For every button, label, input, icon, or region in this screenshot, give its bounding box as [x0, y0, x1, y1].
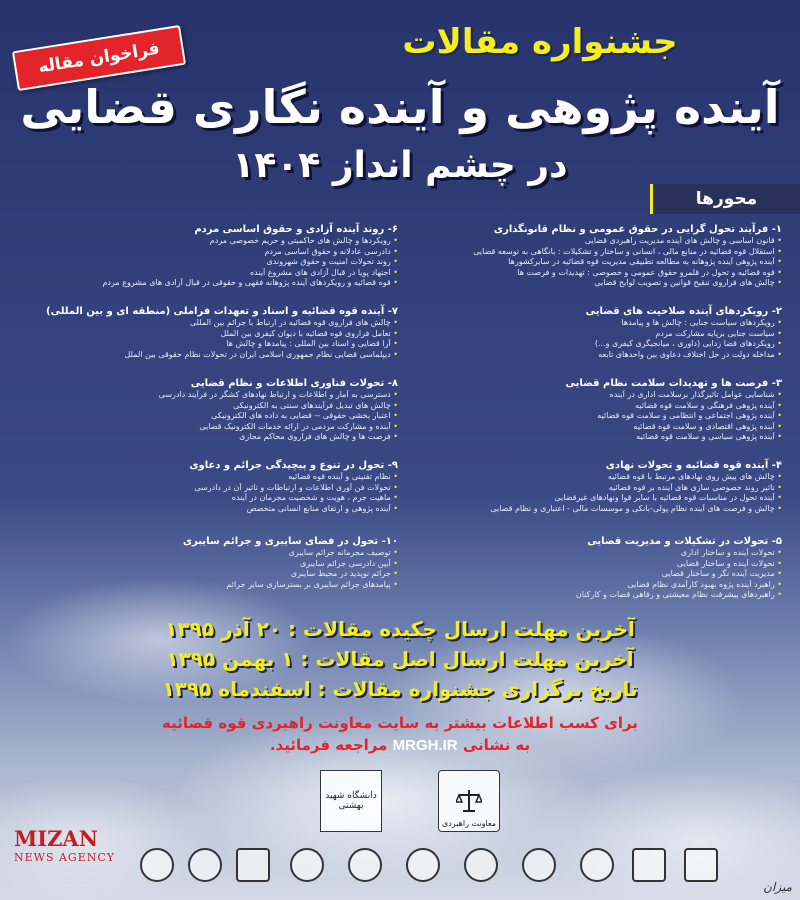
axis-item: • استقلال قوه قضائیه در منابع مالی ، انسانی و ساختار و تشکیلات : بانگاهی به توسعه قضایی: [402, 247, 782, 258]
main-title: آینده پژوهی و آینده نگاری قضایی: [20, 80, 780, 134]
axis-title: ۹- تحول در تنوع و پیچیدگی جرائم و دعاوی: [189, 460, 398, 471]
axis-title: ۶- روند آینده آزادی و حقوق اساسی مردم: [194, 224, 398, 235]
axis-6: [18, 224, 398, 289]
deadlines: [0, 614, 800, 704]
info-line-2: [0, 734, 800, 757]
full-paper-deadline: آخرین مهلت ارسال اصل مقالات : ۱ بهمن ۱۳۹۵: [166, 647, 634, 671]
axis-item: • آینده پژوهی و ارتقای منابع انسانی متخصص: [18, 504, 398, 515]
axis-item: • مدیریت آینده نگر و ساختار قضایی: [402, 569, 782, 580]
axis-9: [18, 460, 398, 514]
partner-logo-icon: [406, 848, 440, 882]
festival-title: جشنواره مقالات: [402, 22, 678, 62]
info-suffix: مراجعه فرمائید.: [269, 736, 388, 754]
axis-item: • رویکردهای سیاست جنایی : چالش ها و پیامدها: [402, 318, 782, 329]
website-link[interactable]: MRGH.IR: [392, 737, 458, 754]
axis-item: • اعتبار بخشی حقوقی -- قضایی به داده های الکترونیکی: [18, 411, 398, 422]
axis-title: ۸- تحولات فناوری اطلاعات و نظام قضایی: [190, 378, 398, 389]
axes-area: [0, 218, 800, 608]
axis-item: • چالش های فراروی تنقیح قوانین و تصویب لوایح قضایی: [402, 278, 782, 289]
axis-item: • آینده و مشارکت مردمی در ارائه خدمات الکترونیک قضایی: [18, 422, 398, 433]
axis-item: • رویکردهای قضا زدایی (داوری ، میانجیگری کیفری و...): [402, 339, 782, 350]
axis-item: • دیپلماسی قضایی نظام جمهوری اسلامی ایران در تحولات نظام حقوقی بین الملل: [18, 350, 398, 361]
axis-item: • آیین دادرسی جرائم سایبری: [18, 559, 398, 570]
axis-1: [402, 224, 782, 289]
axis-title: ۳- فرصت ها و تهدیدات سلامت نظام قضایی: [565, 378, 782, 389]
info-prefix: به نشانی: [462, 736, 531, 754]
partner-logo-icon: [580, 848, 614, 882]
axis-item: • تحولات آینده و ساختار اداری: [402, 548, 782, 559]
axis-title: ۷- آینده قوه قضائیه و اسناد و تعهدات فراملی (منطقه ای و بین المللی): [46, 306, 398, 317]
axis-item: • آینده پژوهی آینده پژوهانه به مطالعه تطبیقی مدیریت قوه قضائیه در سایرکشورها: [402, 257, 782, 268]
axis-title: ۲- رویکردهای آینده صلاحیت های قضایی: [585, 306, 782, 317]
partner-logo-icon: [684, 848, 718, 882]
deputy-logo: [438, 770, 500, 832]
axis-item: • آینده پژوهی فرهنگی و سلامت قوه قضائیه: [402, 401, 782, 412]
axes-heading: محورها: [650, 184, 800, 214]
partner-logo-icon: [188, 848, 222, 882]
axis-3: [402, 378, 782, 443]
axis-item: • پیامدهای جرائم سایبری بر بسترسازی سایر جرائم: [18, 580, 398, 591]
scales-icon: [456, 788, 482, 814]
axis-item: • سیاست جنایی برپایه مشارکت مردم: [402, 329, 782, 340]
axis-item: • تعامل فراروی قوه قضائیه با دیوان کیفری بین الملل: [18, 329, 398, 340]
axis-item: • توصیف مجرمانه جرائم سایبری: [18, 548, 398, 559]
axis-item: • آینده پژوهی اقتصادی و سلامت قوه قضائیه: [402, 422, 782, 433]
axis-8: [18, 378, 398, 443]
axis-item: • آینده پژوهی اجتماعی و انتظامی و سلامت قوه قضائیه: [402, 411, 782, 422]
festival-date: تاریخ برگزاری جشنواره مقالات : اسفندماه ۱۳۹۵: [162, 677, 638, 701]
axis-title: ۱۰- تحول در فضای سایبری و جرائم سایبری: [182, 536, 398, 547]
partner-logo-icon: [464, 848, 498, 882]
axis-item: • تحولات آینده و ساختار قضایی: [402, 559, 782, 570]
partner-logo-icon: [522, 848, 556, 882]
axis-item: • قانون اساسی و چالش های آینده مدیریت راهبردی قضایی: [402, 236, 782, 247]
axis-4: [402, 460, 782, 514]
partner-logos-row: [0, 848, 800, 888]
axis-item: • تحولات فن آوری اطلاعات و ارتباطات و تاثیر آن در دادرسی: [18, 483, 398, 494]
deputy-label: معاونت راهبردی: [441, 819, 497, 828]
axis-title: ۵- تحولات در تشکیلات و مدیریت قضایی: [587, 536, 782, 547]
axis-5: [402, 536, 782, 601]
axis-item: • جرائم نوپدید در محیط سایبری: [18, 569, 398, 580]
info-block: [0, 712, 800, 757]
axis-item: • دسترسی به آمار و اطلاعات و ارتباط نهادهای کشگر در فرآیند دادرسی: [18, 390, 398, 401]
axis-item: • راهبرد آینده پژوه بهبود کارآمدی نظام قضایی: [402, 580, 782, 591]
axis-item: • نظام تقنینی و آینده قوه قضائیه: [18, 472, 398, 483]
axis-item: • رویکردها و چالش های حاکمیتی و حریم خصوصی مردم: [18, 236, 398, 247]
axis-title: ۱- فرآیند تحول گرایی در حقوق عمومی و نظام قانونگذاری: [493, 224, 782, 235]
abstract-deadline: آخرین مهلت ارسال چکیده مقالات : ۲۰ آذر ۱۳۹۵: [165, 617, 635, 641]
axis-item: • چالش های پیش روی نهادهای مرتبط با قوه قضائیه: [402, 472, 782, 483]
axis-item: • دادرسی عادلانه و حقوق اساسی مردم: [18, 247, 398, 258]
axis-item: • چالش و فرصت های آینده نظام پولی-بانکی و موسسات مالی - اعتباری و نظام قضایی: [402, 504, 782, 515]
axis-2: [402, 306, 782, 360]
axis-item: • آرا قضایی و اسناد بین المللی : پیامدها و چالش ها: [18, 339, 398, 350]
axis-item: • آینده تحول در مناسبات قوه قضائیه با سایر قوا ونهادهای غیرقضایی: [402, 493, 782, 504]
mizan-subtitle: NEWS AGENCY: [14, 851, 116, 864]
partner-logo-icon: [348, 848, 382, 882]
axis-item: • تاثیر روند خصوصی سازی های آینده بر قوه قضائیه: [402, 483, 782, 494]
axis-item: • شناسایی عوامل تاثیرگذار برسلامت اداری در آینده: [402, 390, 782, 401]
axis-title: ۴- آینده قوه قضائیه و تحولات نهادی: [605, 460, 782, 471]
mizan-wordmark: MIZAN: [14, 826, 98, 851]
partner-logo-icon: [236, 848, 270, 882]
axis-item: • چالش های تبدیل فرآیندهای سنتی به الکترونیکی: [18, 401, 398, 412]
axis-item: • اجتهاد پویا در قبال آزادی های مشروع آینده: [18, 268, 398, 279]
subtitle: در چشم انداز ۱۴۰۴: [232, 145, 568, 186]
call-for-papers-badge: فراخوان مقاله: [12, 25, 186, 91]
info-line-1: برای کسب اطلاعات بیشتر به سایت معاونت راهبردی قوه قضائیه: [162, 714, 638, 732]
axis-item: • چالش های فراروی قوه قضائیه در ارتباط با جرائم بین المللی: [18, 318, 398, 329]
axis-item: • روند تحولات امنیت و حقوق شهروندی: [18, 257, 398, 268]
axis-item: • فرصت ها و چالش های فراروی محاکم مجازی: [18, 432, 398, 443]
partner-logo-icon: [290, 848, 324, 882]
axis-item: • راهبردهای پیشرفت نظام معیشتی و رفاهی قضات و کارکنان: [402, 590, 782, 601]
partner-logo-icon: [632, 848, 666, 882]
axis-7: [18, 306, 398, 360]
axis-item: • قوه قضائیه و تحول در قلمرو حقوق عمومی و خصوصی : تهدیدات و فرصت ها: [402, 268, 782, 279]
axis-item: • قوه قضائیه و رویکردهای آینده پژوهانه فقهی و حقوقی در قبال آزادی های مشروع مردم: [18, 278, 398, 289]
university-logo: دانشگاه شهید بهشتی: [320, 770, 382, 832]
axis-item: • ماهیت جرم ، هویت و شخصیت مجرمان در آینده: [18, 493, 398, 504]
sponsor-logos: [320, 770, 520, 840]
axis-10: [18, 536, 398, 590]
axis-item: • آینده پژوهی سیاسی و سلامت قوه قضائیه: [402, 432, 782, 443]
partner-logo-icon: [140, 848, 174, 882]
axis-item: • مداخله دولت در حل اختلاف دعاوی بین واحدهای تابعه: [402, 350, 782, 361]
signature: میزان: [763, 880, 792, 894]
